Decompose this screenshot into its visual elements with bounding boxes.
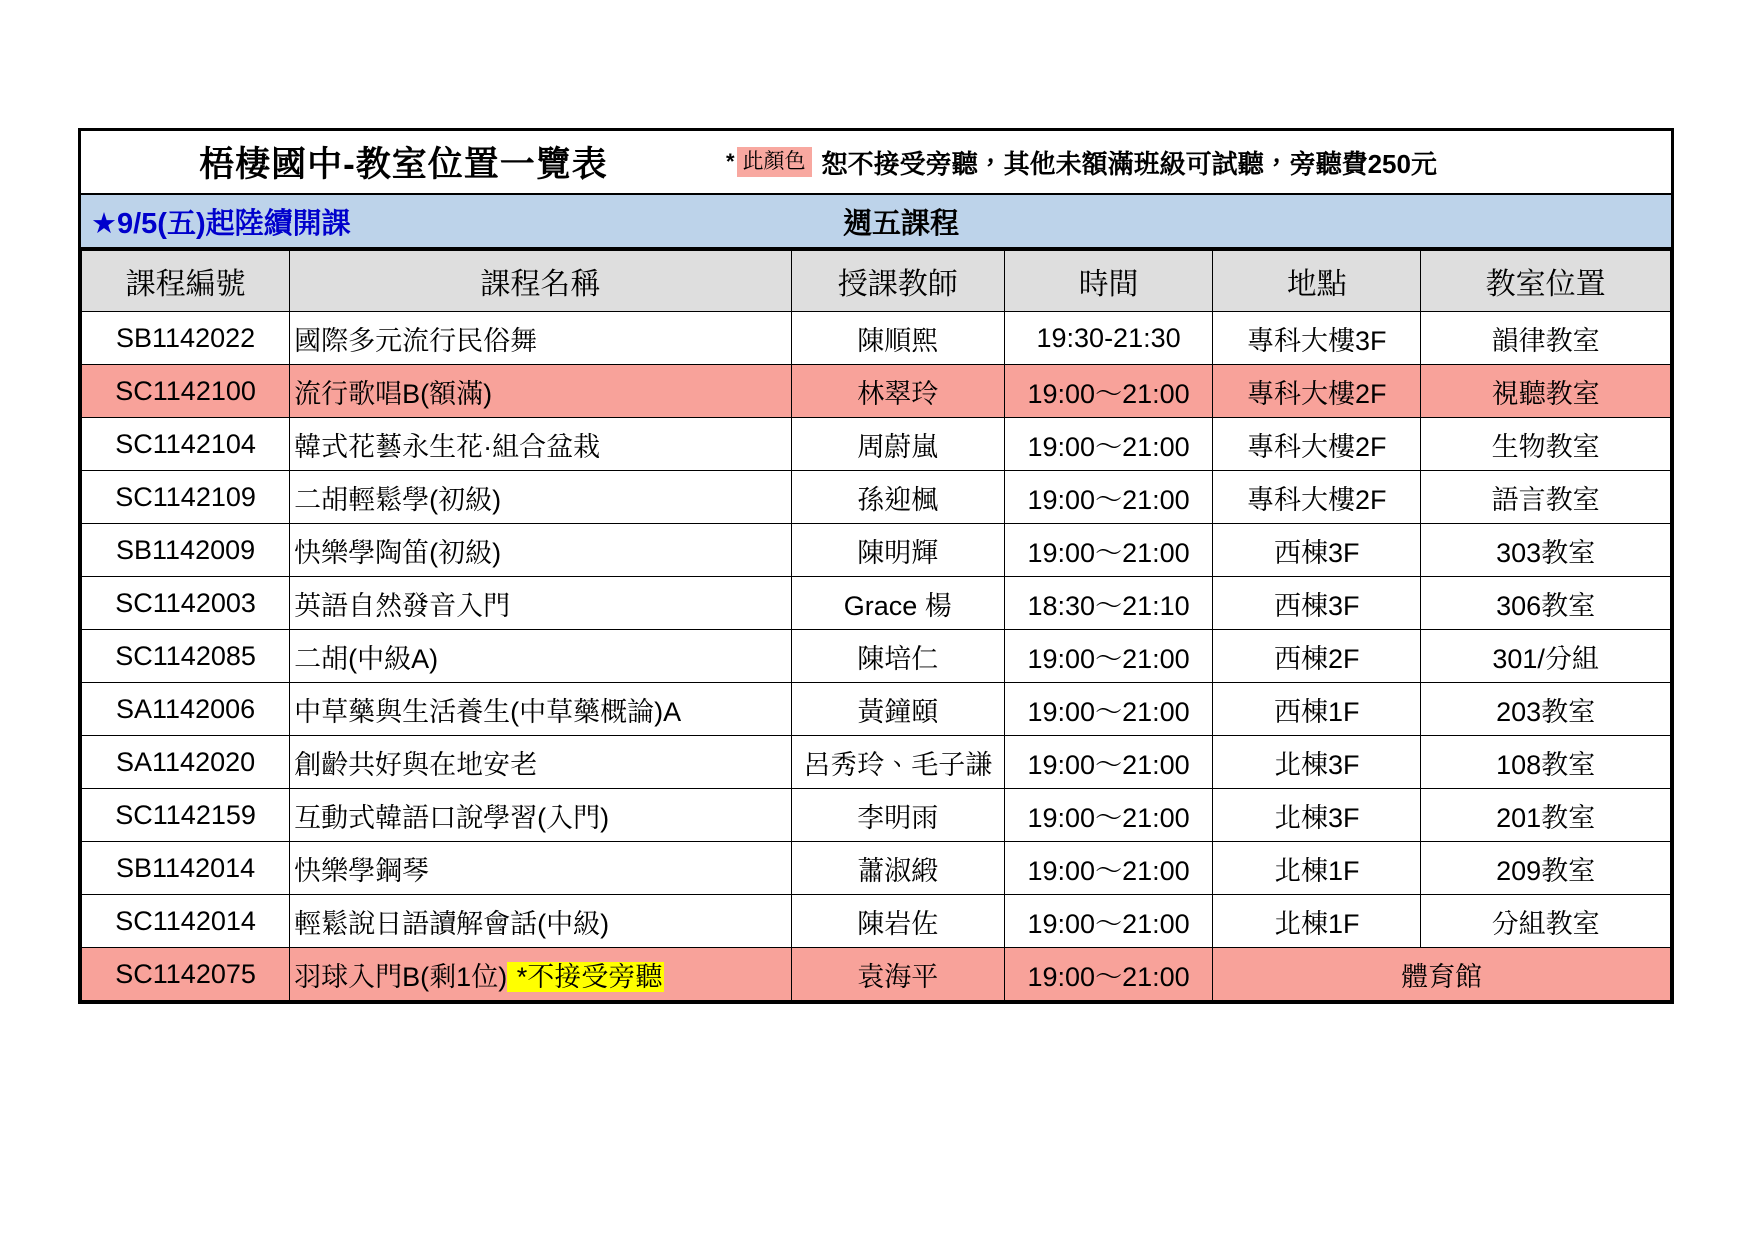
cell-classroom: 分組教室	[1421, 895, 1671, 948]
cell-teacher: 陳明輝	[791, 524, 1004, 577]
schedule-sheet	[78, 128, 1674, 1004]
cell-time: 19:00～21:00	[1004, 630, 1212, 683]
cell-course-code: SB1142022	[82, 312, 290, 365]
course-table	[81, 250, 1671, 1001]
cell-teacher: 陳培仁	[791, 630, 1004, 683]
cell-course-name: 羽球入門B(剩1位) *不接受旁聽	[290, 948, 791, 1001]
cell-course-code: SC1142109	[82, 471, 290, 524]
column-header-place: 地點	[1213, 251, 1421, 312]
page-title: 梧棲國中-教室位置一覽表	[199, 145, 608, 184]
cell-location: 北棟3F	[1213, 736, 1421, 789]
column-header-teacher: 授課教師	[791, 251, 1004, 312]
cell-course-code: SC1142104	[82, 418, 290, 471]
cell-course-code: SA1142006	[82, 683, 290, 736]
cell-classroom: 視聽教室	[1421, 365, 1671, 418]
title-bar	[78, 128, 1674, 195]
cell-classroom: 201教室	[1421, 789, 1671, 842]
asterisk-mark: *	[726, 149, 735, 174]
cell-course-name: 中草藥與生活養生(中草藥概論)A	[290, 683, 791, 736]
cell-classroom: 108教室	[1421, 736, 1671, 789]
cell-course-code: SB1142014	[82, 842, 290, 895]
cell-location: 西棟3F	[1213, 524, 1421, 577]
cell-course-code: SC1142003	[82, 577, 290, 630]
cell-course-name: 國際多元流行民俗舞	[290, 312, 791, 365]
cell-teacher: 陳順熙	[791, 312, 1004, 365]
cell-course-name: 流行歌唱B(額滿)	[290, 365, 791, 418]
cell-teacher: 蕭淑緞	[791, 842, 1004, 895]
cell-classroom: 韻律教室	[1421, 312, 1671, 365]
subtitle-bar	[78, 195, 1674, 250]
cell-course-name: 二胡(中級A)	[290, 630, 791, 683]
table-row	[82, 577, 1671, 630]
cell-location: 北棟1F	[1213, 895, 1421, 948]
cell-course-name: 互動式韓語口說學習(入門)	[290, 789, 791, 842]
table-row	[82, 418, 1671, 471]
cell-teacher: 袁海平	[791, 948, 1004, 1001]
cell-teacher: 呂秀玲、毛子謙	[791, 736, 1004, 789]
cell-location: 專科大樓2F	[1213, 418, 1421, 471]
cell-course-name: 二胡輕鬆學(初級)	[290, 471, 791, 524]
table-wrapper	[78, 250, 1674, 1004]
cell-time: 19:00～21:00	[1004, 895, 1212, 948]
cell-time: 19:00～21:00	[1004, 736, 1212, 789]
cell-location: 西棟2F	[1213, 630, 1421, 683]
cell-course-code: SA1142020	[82, 736, 290, 789]
table-body	[82, 312, 1671, 1001]
cell-location: 西棟3F	[1213, 577, 1421, 630]
column-header-code: 課程編號	[82, 251, 290, 312]
table-row	[82, 365, 1671, 418]
cell-course-code: SC1142075	[82, 948, 290, 1001]
column-header-name: 課程名稱	[290, 251, 791, 312]
table-row	[82, 683, 1671, 736]
no-audit-highlight: *不接受旁聽	[509, 961, 663, 992]
table-row	[82, 895, 1671, 948]
color-legend-chip: 此顏色	[737, 147, 812, 177]
cell-classroom: 303教室	[1421, 524, 1671, 577]
table-row	[82, 312, 1671, 365]
cell-course-code: SC1142014	[82, 895, 290, 948]
cell-time: 19:00～21:00	[1004, 524, 1212, 577]
cell-location: 北棟3F	[1213, 789, 1421, 842]
cell-location: 專科大樓2F	[1213, 471, 1421, 524]
cell-teacher: 黃鐘頤	[791, 683, 1004, 736]
cell-course-name: 快樂學鋼琴	[290, 842, 791, 895]
cell-time: 18:30～21:10	[1004, 577, 1212, 630]
column-header-room: 教室位置	[1421, 251, 1671, 312]
table-row	[82, 789, 1671, 842]
cell-location: 專科大樓3F	[1213, 312, 1421, 365]
cell-course-code: SB1142009	[82, 524, 290, 577]
start-date-note: ★9/5(五)起陸續開課	[91, 207, 351, 240]
cell-teacher: 周蔚嵐	[791, 418, 1004, 471]
weekday-label: 週五課程	[842, 207, 959, 240]
cell-teacher: 林翠玲	[791, 365, 1004, 418]
cell-time: 19:00～21:00	[1004, 948, 1212, 1001]
table-row	[82, 842, 1671, 895]
table-header-row	[82, 251, 1671, 312]
cell-time: 19:00～21:00	[1004, 683, 1212, 736]
cell-course-code: SC1142085	[82, 630, 290, 683]
cell-teacher: 陳岩佐	[791, 895, 1004, 948]
cell-classroom: 301/分組	[1421, 630, 1671, 683]
cell-location: 北棟1F	[1213, 842, 1421, 895]
table-row	[82, 471, 1671, 524]
cell-time: 19:00～21:00	[1004, 365, 1212, 418]
cell-classroom: 語言教室	[1421, 471, 1671, 524]
cell-time: 19:00～21:00	[1004, 418, 1212, 471]
cell-classroom: 209教室	[1421, 842, 1671, 895]
cell-time: 19:00～21:00	[1004, 789, 1212, 842]
cell-course-name: 英語自然發音入門	[290, 577, 791, 630]
cell-course-code: SC1142100	[82, 365, 290, 418]
cell-teacher: 孫迎楓	[791, 471, 1004, 524]
legend-note-text: 恕不接受旁聽，其他未額滿班級可試聽，旁聽費250元	[821, 148, 1437, 179]
cell-location-merged: 體育館	[1213, 948, 1671, 1001]
cell-classroom: 203教室	[1421, 683, 1671, 736]
cell-course-name: 韓式花藝永生花·組合盆栽	[290, 418, 791, 471]
cell-classroom: 306教室	[1421, 577, 1671, 630]
cell-course-name: 快樂學陶笛(初級)	[290, 524, 791, 577]
cell-time: 19:00～21:00	[1004, 471, 1212, 524]
table-row	[82, 630, 1671, 683]
cell-course-name: 創齡共好與在地安老	[290, 736, 791, 789]
legend-note	[726, 131, 1671, 193]
cell-teacher: Grace 楊	[791, 577, 1004, 630]
cell-time: 19:00～21:00	[1004, 842, 1212, 895]
cell-teacher: 李明雨	[791, 789, 1004, 842]
table-row	[82, 948, 1671, 1001]
table-row	[82, 524, 1671, 577]
cell-location: 專科大樓2F	[1213, 365, 1421, 418]
cell-time: 19:30-21:30	[1004, 312, 1212, 365]
table-row	[82, 736, 1671, 789]
cell-course-name: 輕鬆說日語讀解會話(中級)	[290, 895, 791, 948]
column-header-time: 時間	[1004, 251, 1212, 312]
cell-course-code: SC1142159	[82, 789, 290, 842]
cell-location: 西棟1F	[1213, 683, 1421, 736]
cell-classroom: 生物教室	[1421, 418, 1671, 471]
